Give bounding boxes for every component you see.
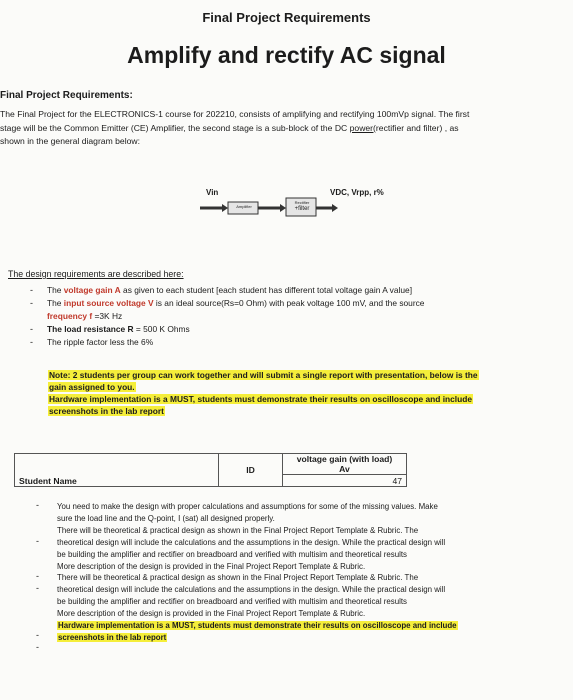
req-pre: The — [47, 285, 64, 295]
note-line-4: screenshots in the lab report — [49, 406, 164, 416]
detail-line: theoretical design will include the calculations and the assumptions in the design. While the practical design will — [57, 537, 446, 547]
requirement-item — [47, 297, 424, 309]
gain-header — [283, 454, 407, 475]
detail-line: There will be theoretical & practical design as shown in the Final Project Report Template & Rubric. The — [57, 573, 419, 583]
req-post: =3K Hz — [92, 311, 123, 321]
gain-table — [14, 453, 407, 487]
detail-highlight-line-2: screenshots in the lab report — [58, 632, 167, 642]
req-pre: The — [47, 298, 64, 308]
req-bold: voltage gain A — [63, 285, 121, 295]
gain-value: 47 — [283, 475, 407, 487]
bullet-dash: - — [36, 583, 39, 593]
output-wire — [316, 204, 338, 212]
bullet-dash: - — [36, 571, 39, 581]
document-title: Final Project Requirements — [202, 10, 371, 25]
intro-line-2-c: rectifier and filter) , as — [375, 122, 459, 133]
amplifier-block-label: Amplifier — [236, 204, 252, 209]
req-post: is an ideal source(Rs=0 Ohm) with peak voltage 100 mV, and the source — [153, 298, 425, 308]
intro-line-1: The Final Project for the ELECTRONICS-1 course for 202210, consists of amplifying and rectifying 100mVp signal. The first — [0, 109, 470, 119]
bullet-dash: - — [30, 285, 33, 295]
detail-line: sure the load line and the Q-point, I (sat) all designed properly. — [57, 513, 275, 523]
intro-line-3: shown in the general diagram below: — [0, 136, 140, 146]
requirement-item — [47, 310, 122, 322]
main-title: Amplify and rectify AC signal — [127, 42, 446, 68]
bullet-dash: - — [36, 642, 39, 652]
requirement-item — [47, 336, 153, 348]
req-pre: The ripple factor less the 6% — [47, 337, 154, 347]
req-post: = 500 K Ohms — [133, 324, 190, 334]
requirements-heading: The design requirements are described here: — [8, 269, 184, 279]
req-bold: frequency f — [47, 311, 93, 321]
vout-label: VDC, Vrpp, r% — [330, 188, 384, 197]
detail-line: There will be theoretical & practical design as shown in the Final Project Report Template & Rubric. The — [57, 525, 419, 535]
detail-line: be building the amplifier and rectifier on breadboard and verified with multisim and theoretical results — [57, 549, 408, 559]
req-post: as given to each student [each student has different total voltage gain A value] — [120, 285, 413, 295]
intro-paragraph — [0, 108, 570, 149]
bullet-dash: - — [36, 536, 39, 546]
bullet-dash: - — [36, 500, 39, 510]
detail-line: theoretical design will include the calculations and the assumptions in the design. While the practical design will — [57, 585, 446, 595]
detail-line: More description of the design is provided in the Final Project Report Template & Rubric. — [57, 561, 366, 571]
rectifier-block-label-1: Rectifier — [294, 200, 310, 205]
req-bold: The load resistance R — [47, 324, 134, 334]
vin-label: Vin — [206, 188, 219, 197]
req-bold: input source voltage V — [63, 298, 154, 308]
rectifier-block-label-2: +filter — [294, 206, 310, 212]
bullet-dash: - — [30, 324, 33, 334]
block-diagram — [200, 196, 340, 226]
id-header: ID — [219, 454, 283, 487]
note-line-1: Note: 2 students per group can work together and will submit a single report with presentation, below is the — [49, 370, 478, 380]
requirement-item — [47, 284, 412, 296]
input-wire — [200, 204, 228, 212]
mid-wire — [258, 204, 286, 212]
detail-line: More description of the design is provided in the Final Project Report Template & Rubric. — [57, 609, 366, 619]
detail-line: be building the amplifier and rectifier on breadboard and verified with multisim and theoretical results — [57, 597, 408, 607]
note-line-2: gain assigned to you. — [49, 382, 135, 392]
intro-line-2-a: stage will be the Common Emitter (CE) Amplifier, the second stage is a sub-block of the DC — [0, 122, 350, 133]
student-name-header: Student Name — [15, 454, 219, 487]
gain-header-line-1: voltage gain (with load) — [296, 454, 393, 464]
bullet-dash: - — [36, 630, 39, 640]
section-heading: Final Project Requirements: — [0, 90, 133, 101]
detail-line: You need to make the design with proper calculations and assumptions for some of the missing values. Make — [57, 502, 438, 511]
details-block — [57, 501, 458, 644]
requirement-item — [47, 323, 190, 335]
note-line-3: Hardware implementation is a MUST, students must demonstrate their results on oscilloscope and include — [49, 394, 473, 404]
gain-header-line-2: Av — [339, 464, 350, 474]
intro-line-2 — [0, 122, 570, 136]
note-block — [48, 369, 479, 417]
bullet-dash: - — [30, 298, 33, 308]
detail-highlight-line-1: Hardware implementation is a MUST, students must demonstrate their results on oscilloscope and include — [58, 621, 457, 631]
intro-line-2-b: power( — [349, 122, 376, 133]
bullet-dash: - — [30, 337, 33, 347]
